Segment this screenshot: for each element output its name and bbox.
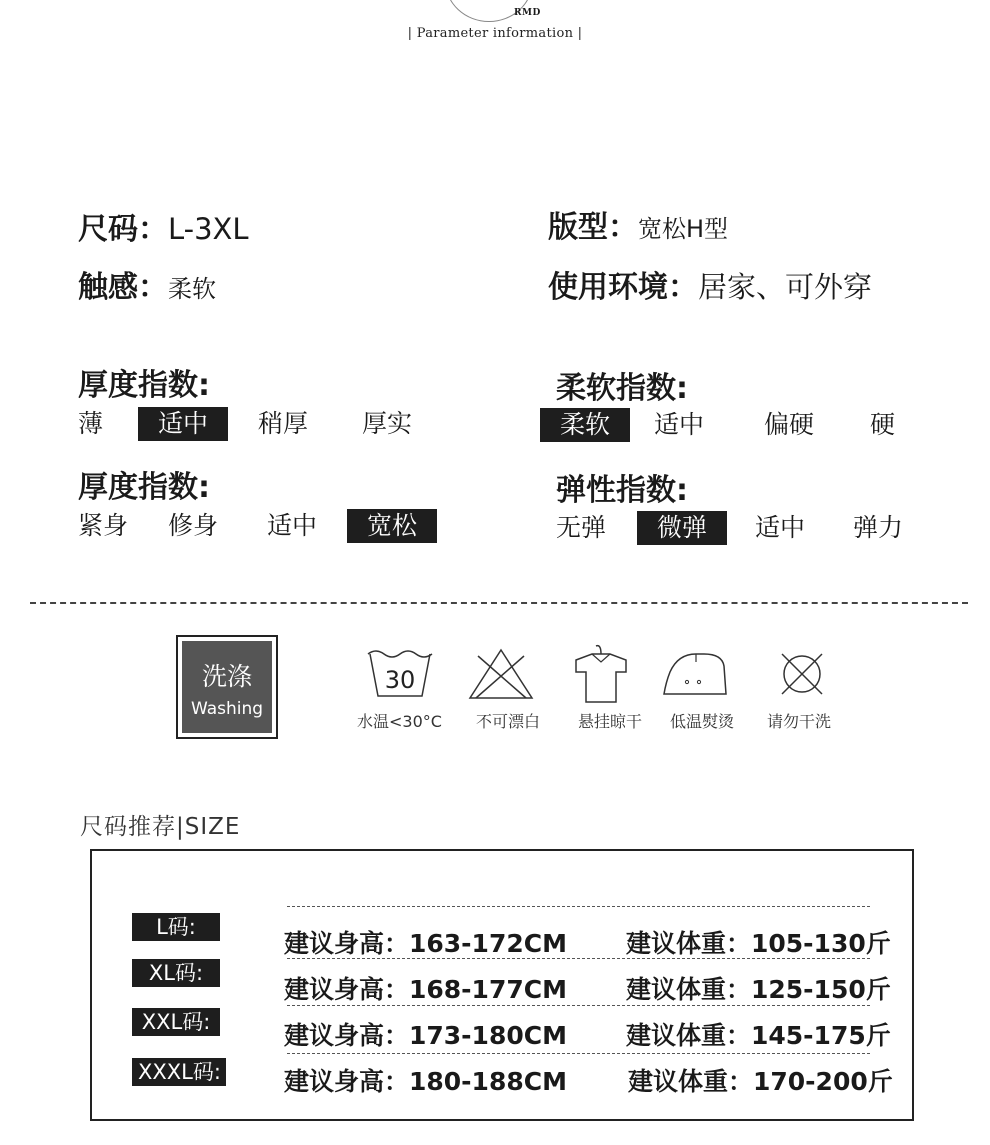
hang-dry-icon bbox=[572, 640, 630, 706]
size-height: 建议身高：163-172CM bbox=[284, 929, 567, 958]
attribute-key: 版型： bbox=[548, 210, 638, 245]
index-option: 硬 bbox=[870, 410, 896, 439]
index-option-selected: 微弹 bbox=[637, 511, 727, 545]
index-option: 厚实 bbox=[362, 409, 413, 438]
size-tag: L码: bbox=[132, 913, 220, 941]
attribute-value: L-3XL bbox=[168, 212, 249, 246]
care-label: 低温熨烫 bbox=[670, 712, 735, 731]
no-dryclean-icon bbox=[776, 648, 828, 700]
softness-index-title: 柔软指数: bbox=[556, 371, 688, 406]
low-iron-icon bbox=[660, 648, 730, 698]
index-option-selected: 柔软 bbox=[540, 408, 630, 442]
washing-title: 洗涤 bbox=[201, 662, 252, 691]
washing-label-box bbox=[176, 635, 278, 739]
index-option: 适中 bbox=[654, 410, 705, 439]
index-option: 偏硬 bbox=[764, 410, 815, 439]
fit-index-title: 厚度指数: bbox=[78, 470, 210, 505]
index-option: 稍厚 bbox=[258, 409, 309, 438]
attribute-key: 使用环境： bbox=[548, 270, 698, 305]
attribute-value: 柔软 bbox=[168, 275, 216, 303]
index-option: 弹力 bbox=[853, 513, 904, 542]
index-option-selected: 宽松 bbox=[347, 509, 437, 543]
index-option: 适中 bbox=[267, 511, 318, 540]
size-weight: 建议体重：170-200斤 bbox=[628, 1067, 893, 1096]
brand-logo-text: RMD bbox=[514, 8, 541, 18]
row-divider bbox=[287, 1053, 870, 1054]
row-divider bbox=[287, 906, 870, 907]
attribute-fit bbox=[548, 202, 728, 246]
attribute-key: 触感： bbox=[78, 270, 168, 305]
size-height: 建议身高：173-180CM bbox=[284, 1021, 567, 1050]
attribute-touch bbox=[78, 262, 216, 306]
attribute-size bbox=[78, 204, 249, 248]
index-option: 紧身 bbox=[78, 511, 129, 540]
attribute-value: 宽松H型 bbox=[638, 215, 729, 243]
elasticity-index-title: 弹性指数: bbox=[556, 473, 688, 508]
size-weight: 建议体重：145-175斤 bbox=[626, 1021, 891, 1050]
attribute-environment bbox=[548, 262, 872, 306]
care-label: 请勿干洗 bbox=[767, 712, 832, 731]
index-option: 修身 bbox=[168, 511, 219, 540]
attribute-value: 居家、可外穿 bbox=[698, 270, 873, 304]
size-height: 建议身高：168-177CM bbox=[284, 975, 567, 1004]
index-option-selected: 适中 bbox=[138, 407, 228, 441]
size-tag: XXXL码: bbox=[132, 1058, 226, 1086]
washing-subtitle: Washing bbox=[190, 699, 264, 719]
wash-30-icon bbox=[364, 646, 436, 702]
care-label: 悬挂晾干 bbox=[578, 712, 643, 731]
index-option: 无弹 bbox=[556, 513, 607, 542]
thickness-index-title: 厚度指数: bbox=[78, 368, 210, 403]
care-label: 水温<30°C bbox=[357, 712, 442, 731]
size-tag: XXL码: bbox=[132, 1008, 220, 1036]
attribute-key: 尺码： bbox=[78, 212, 168, 247]
size-weight: 建议体重：105-130斤 bbox=[626, 929, 891, 958]
no-bleach-icon bbox=[466, 646, 536, 702]
index-option: 薄 bbox=[78, 409, 104, 438]
care-label: 不可漂白 bbox=[476, 712, 541, 731]
section-divider bbox=[30, 602, 968, 604]
parameter-information-heading: | Parameter information | bbox=[407, 26, 583, 41]
size-weight: 建议体重：125-150斤 bbox=[626, 975, 891, 1004]
size-tag: XL码: bbox=[132, 959, 220, 987]
size-recommendation-heading: 尺码推荐|SIZE bbox=[80, 814, 241, 840]
index-option: 适中 bbox=[755, 513, 806, 542]
wash-temp-text: 30 bbox=[384, 666, 416, 694]
size-height: 建议身高：180-188CM bbox=[284, 1067, 567, 1096]
